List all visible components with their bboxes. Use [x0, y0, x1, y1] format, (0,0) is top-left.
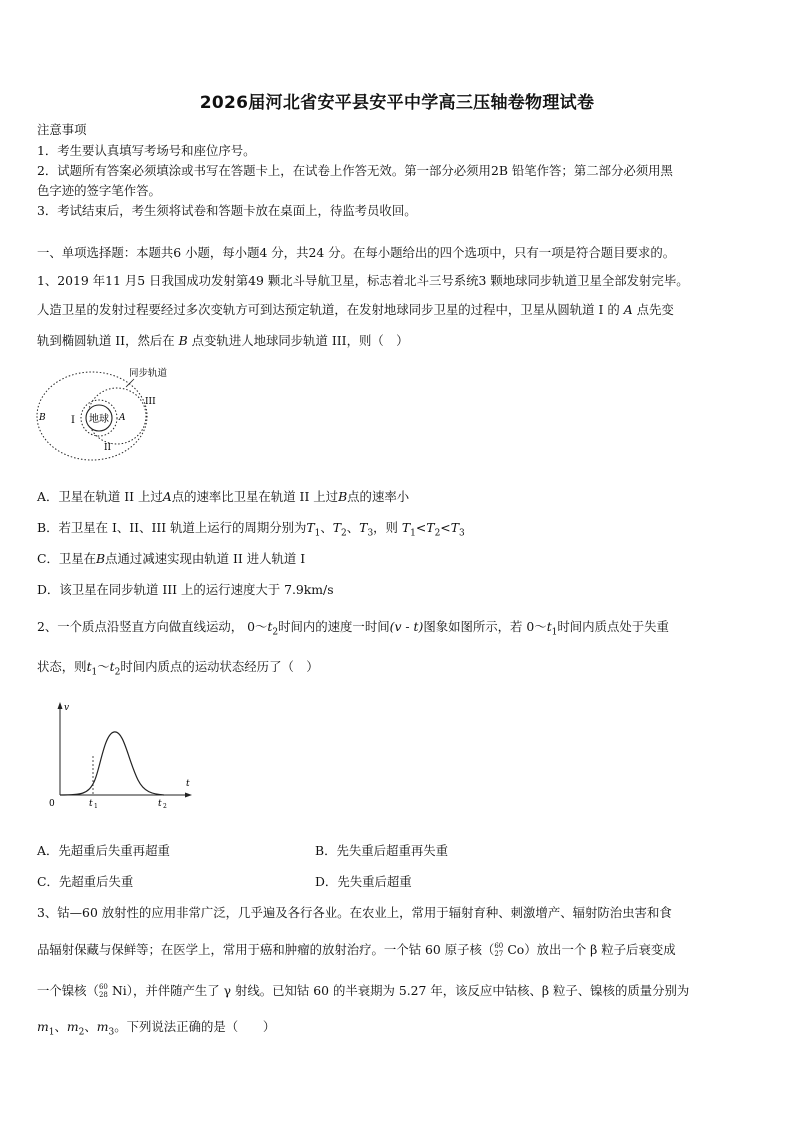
point-b-label: B — [39, 413, 46, 423]
notice-item: 1．考生要认真填写考场号和座位序号。 — [37, 143, 256, 158]
question-3-text: 品辐射保藏与保鲜等；在医学上，常用于癌和肿瘤的放射治疗。一个钴 60 原子核（ 60 27 Co）放出一个 β 粒子后衰变成 — [37, 942, 676, 958]
question-2-text: 状态，则$t_1\sim t_2$时间内质点的运动状态经历了（ ） — [37, 659, 319, 678]
notice-item: 3．考试结束后，考生须将试卷和答题卡放在桌面上，待监考员收回。 — [37, 203, 417, 218]
notice-item: 色字迹的签字笔作答。 — [37, 183, 161, 198]
question-3-text: 一个镍核（ 60 28 Ni），并伴随产生了 γ 射线。已知钴 60 的半衰期为 5.27 年，该反应中钴核、β 粒子、镍核的质量分别为 — [37, 983, 690, 999]
velocity-curve — [60, 732, 164, 795]
label-pointer — [126, 379, 134, 387]
question-1-text: 人造卫星的发射过程要经过多次变轨方可到达预定轨道，在发射地球同步卫星的过程中，卫星从圆轨道 I 的 A 点先变 — [37, 302, 674, 317]
question-3-text: $m_1$、$m_2$、$m_3$。下列说法正确的是（ ） — [37, 1019, 276, 1038]
orbit-i-label: I — [71, 415, 75, 426]
sync-orbit-label: 同步轨道 — [129, 368, 168, 379]
option-c: C．先超重后失重 — [37, 874, 134, 889]
y-axis-arrow — [58, 702, 63, 709]
point-a-label: A — [119, 413, 126, 423]
t-axis-label: t — [186, 779, 190, 789]
page-title: 2026届河北省安平县安平中学高三压轴卷物理试卷 — [199, 93, 595, 113]
nickel-isotope: 60 28 — [98, 983, 108, 999]
section-heading: 一、单项选择题：本题共6 小题，每小题4 分，共24 分。在每小题给出的四个选项中，只有一项是符合题目要求的。 — [37, 245, 676, 260]
v-axis-label: v — [64, 703, 70, 713]
earth-label: 地球 — [89, 414, 109, 425]
question-1-text: 1、2019 年11 月5 日我国成功发射第49 颗北斗导航卫星，标志着北斗三号系统3 颗地球同步轨道卫星全部发射完毕。 — [37, 273, 689, 288]
option-a: A．卫星在轨道 II 上过A点的速率比卫星在轨道 II 上过B点的速率小 — [37, 489, 410, 504]
x-axis-arrow — [185, 793, 192, 798]
origin-label: 0 — [49, 799, 55, 809]
option-d: D．先失重后超重 — [315, 874, 412, 889]
option-b: B．先失重后超重再失重 — [315, 843, 449, 858]
notice-item: 2．试题所有答案必须填涂或书写在答题卡上，在试卷上作答无效。第一部分必须用2B 铅笔作答；第二部分必须用黑 — [37, 163, 673, 178]
option-d: D．该卫星在同步轨道 III 上的运行速度大于 7.9km/s — [37, 582, 334, 597]
question-3-text: 3、钴—60 放射性的应用非常广泛，几乎遍及各行各业。在农业上，常用于辐射育种、刺激增产、辐射防治虫害和食 — [37, 905, 672, 920]
option-a: A．先超重后失重再超重 — [37, 843, 170, 858]
question-1-text: 轨到椭圆轨道 II，然后在 B 点变轨进人地球同步轨道 III，则（ ） — [37, 333, 409, 348]
notice-heading: 注意事项 — [37, 122, 87, 137]
option-b: B．若卫星在 I、II、III 轨道上运行的周期分别为$T_1$、$T_2$、$T_3$，则 $T_1<T_2<T_3$ — [37, 520, 465, 539]
question-2-text: 2、一个质点沿竖直方向做直线运动， $0\sim t_2$时间内的速度一时间(v - t)图象如图所示，若 $0\sim t_1$时间内质点处于失重 — [37, 619, 669, 638]
option-c: C．卫星在B点通过减速实现由轨道 II 进人轨道 I — [37, 551, 306, 566]
orbit-iii-label: III — [145, 397, 156, 407]
t2-label: t — [158, 799, 162, 809]
velocity-time-graph — [42, 700, 202, 815]
t1-subscript: 1 — [94, 803, 98, 810]
cobalt-isotope: 60 27 — [494, 942, 504, 958]
orbit-ii-label: II — [104, 443, 112, 453]
orbit-diagram — [34, 363, 184, 463]
t2-subscript: 2 — [163, 803, 167, 810]
t1-label: t — [89, 799, 93, 809]
